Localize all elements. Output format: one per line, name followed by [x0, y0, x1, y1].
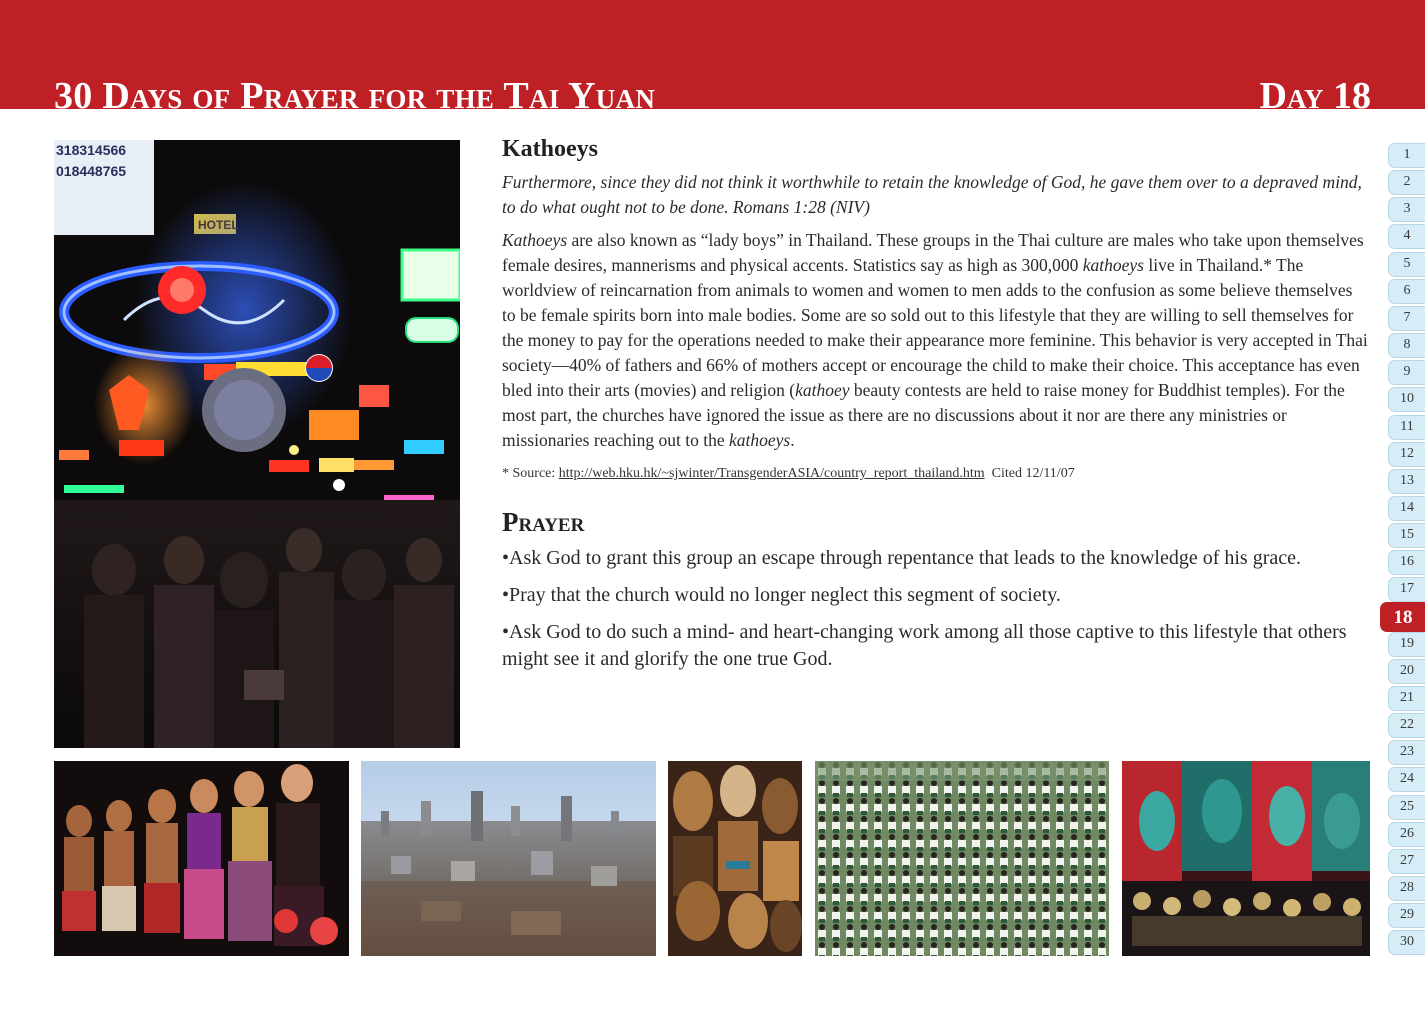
day-tab-19[interactable]: 19 — [1388, 632, 1425, 657]
day-tab-17[interactable]: 17 — [1388, 577, 1425, 602]
article — [502, 134, 1368, 673]
day-tab-23[interactable]: 23 — [1388, 740, 1425, 765]
body-text-run: . — [790, 430, 795, 450]
source-link[interactable]: http://web.hku.hk/~sjwinter/TransgenderASIA/country_report_thailand.htm — [558, 466, 985, 481]
day-tab-13[interactable]: 13 — [1388, 469, 1425, 494]
header-banner — [0, 0, 1425, 109]
prayer-item: •Ask God to grant this group an escape through repentance that leads to the knowledge of his grace. — [502, 547, 1301, 569]
city-skyline-photo — [361, 761, 656, 956]
scripture-verse: Furthermore, since they did not think it worthwhile to retain the knowledge of God, he gave them over to a depraved mind, to do what ought not to be done. Romans 1:28 (NIV) — [502, 172, 1362, 217]
prayer-item: •Ask God to do such a mind- and heart-changing work among all those captive to this lifestyle that others might see it and glorify the one true God. — [502, 621, 1347, 670]
body-text-run: live in Thailand.* The worldview of reincarnation from animals to women and women to men adds to the confusion as some believe themselves to be female spirits born into male bodies. Some are so sold out to this lifestyle that they are willing to sell themselves for the money to pay for the operations needed to make their appearance more feminine. This behavior is very accepted in Thai society—40% of fathers and 66% of mothers accept or encourage the child to make their choice. This acceptance has even bled into their arts (movies) and religion ( — [502, 255, 1368, 400]
day-tab-30[interactable]: 30 — [1388, 930, 1425, 955]
day-tab-24[interactable]: 24 — [1388, 767, 1425, 792]
wooden-carvings-photo — [668, 761, 802, 956]
phone-sign-1: 318314566 — [56, 142, 127, 158]
body-italic-term: kathoeys — [1082, 255, 1144, 275]
phone-sign-2: 018448765 — [56, 163, 127, 179]
source-note — [502, 465, 1368, 483]
page-title: 30 Days of Prayer for the Tai Yuan — [54, 75, 656, 109]
day-tab-1[interactable]: 1 — [1388, 143, 1425, 168]
day-tab-11[interactable]: 11 — [1388, 415, 1425, 440]
body-text-run: are also known as “lady boys” in Thailand. These groups in the Thai culture are males who take upon themselves female desires, mannerisms and physical accents. Statistics say as high as 300,000 — [502, 230, 1364, 275]
day-tab-14[interactable]: 14 — [1388, 496, 1425, 521]
day-tab-3[interactable]: 3 — [1388, 197, 1425, 222]
day-tab-16[interactable]: 16 — [1388, 550, 1425, 575]
day-tab-25[interactable]: 25 — [1388, 795, 1425, 820]
body-text-run: beauty contests are held to raise money for Buddhist temples). For the most part, the churches have ignored the issue as there are no discussions about it nor are there any ministries or missionaries reaching out to the — [502, 380, 1345, 450]
night-street-photo — [54, 140, 460, 748]
day-tab-28[interactable]: 28 — [1388, 876, 1425, 901]
article-heading: Kathoeys — [502, 136, 598, 162]
day-label: Day 18 — [1259, 75, 1371, 109]
body-italic-term: Kathoeys — [502, 230, 568, 250]
day-tab-15[interactable]: 15 — [1388, 523, 1425, 548]
day-tab-22[interactable]: 22 — [1388, 713, 1425, 738]
day-tab-12[interactable]: 12 — [1388, 442, 1425, 467]
day-tab-7[interactable]: 7 — [1388, 306, 1425, 331]
prayer-item: •Pray that the church would no longer neglect this segment of society. — [502, 584, 1061, 606]
day-tab-18[interactable]: 18 — [1380, 602, 1425, 632]
day-tab-9[interactable]: 9 — [1388, 360, 1425, 385]
body-italic-term: kathoey — [795, 380, 850, 400]
day-tab-20[interactable]: 20 — [1388, 659, 1425, 684]
day-tab-29[interactable]: 29 — [1388, 903, 1425, 928]
temple-statues-photo — [1122, 761, 1370, 956]
day-tab-5[interactable]: 5 — [1388, 252, 1425, 277]
day-tab-26[interactable]: 26 — [1388, 822, 1425, 847]
day-tab-21[interactable]: 21 — [1388, 686, 1425, 711]
body-italic-term: kathoeys — [728, 430, 791, 450]
students-assembly-photo — [815, 761, 1109, 956]
day-tab-2[interactable]: 2 — [1388, 170, 1425, 195]
source-label: * Source: — [502, 466, 559, 481]
prayer-list — [502, 545, 1368, 673]
performers-photo — [54, 761, 349, 956]
prayer-heading: Prayer — [502, 507, 585, 537]
day-tab-27[interactable]: 27 — [1388, 849, 1425, 874]
source-cited: Cited 12/11/07 — [984, 466, 1075, 481]
day-tab-10[interactable]: 10 — [1388, 387, 1425, 412]
day-tab-4[interactable]: 4 — [1388, 224, 1425, 249]
article-body — [502, 228, 1368, 453]
day-tab-8[interactable]: 8 — [1388, 333, 1425, 358]
day-tab-6[interactable]: 6 — [1388, 279, 1425, 304]
